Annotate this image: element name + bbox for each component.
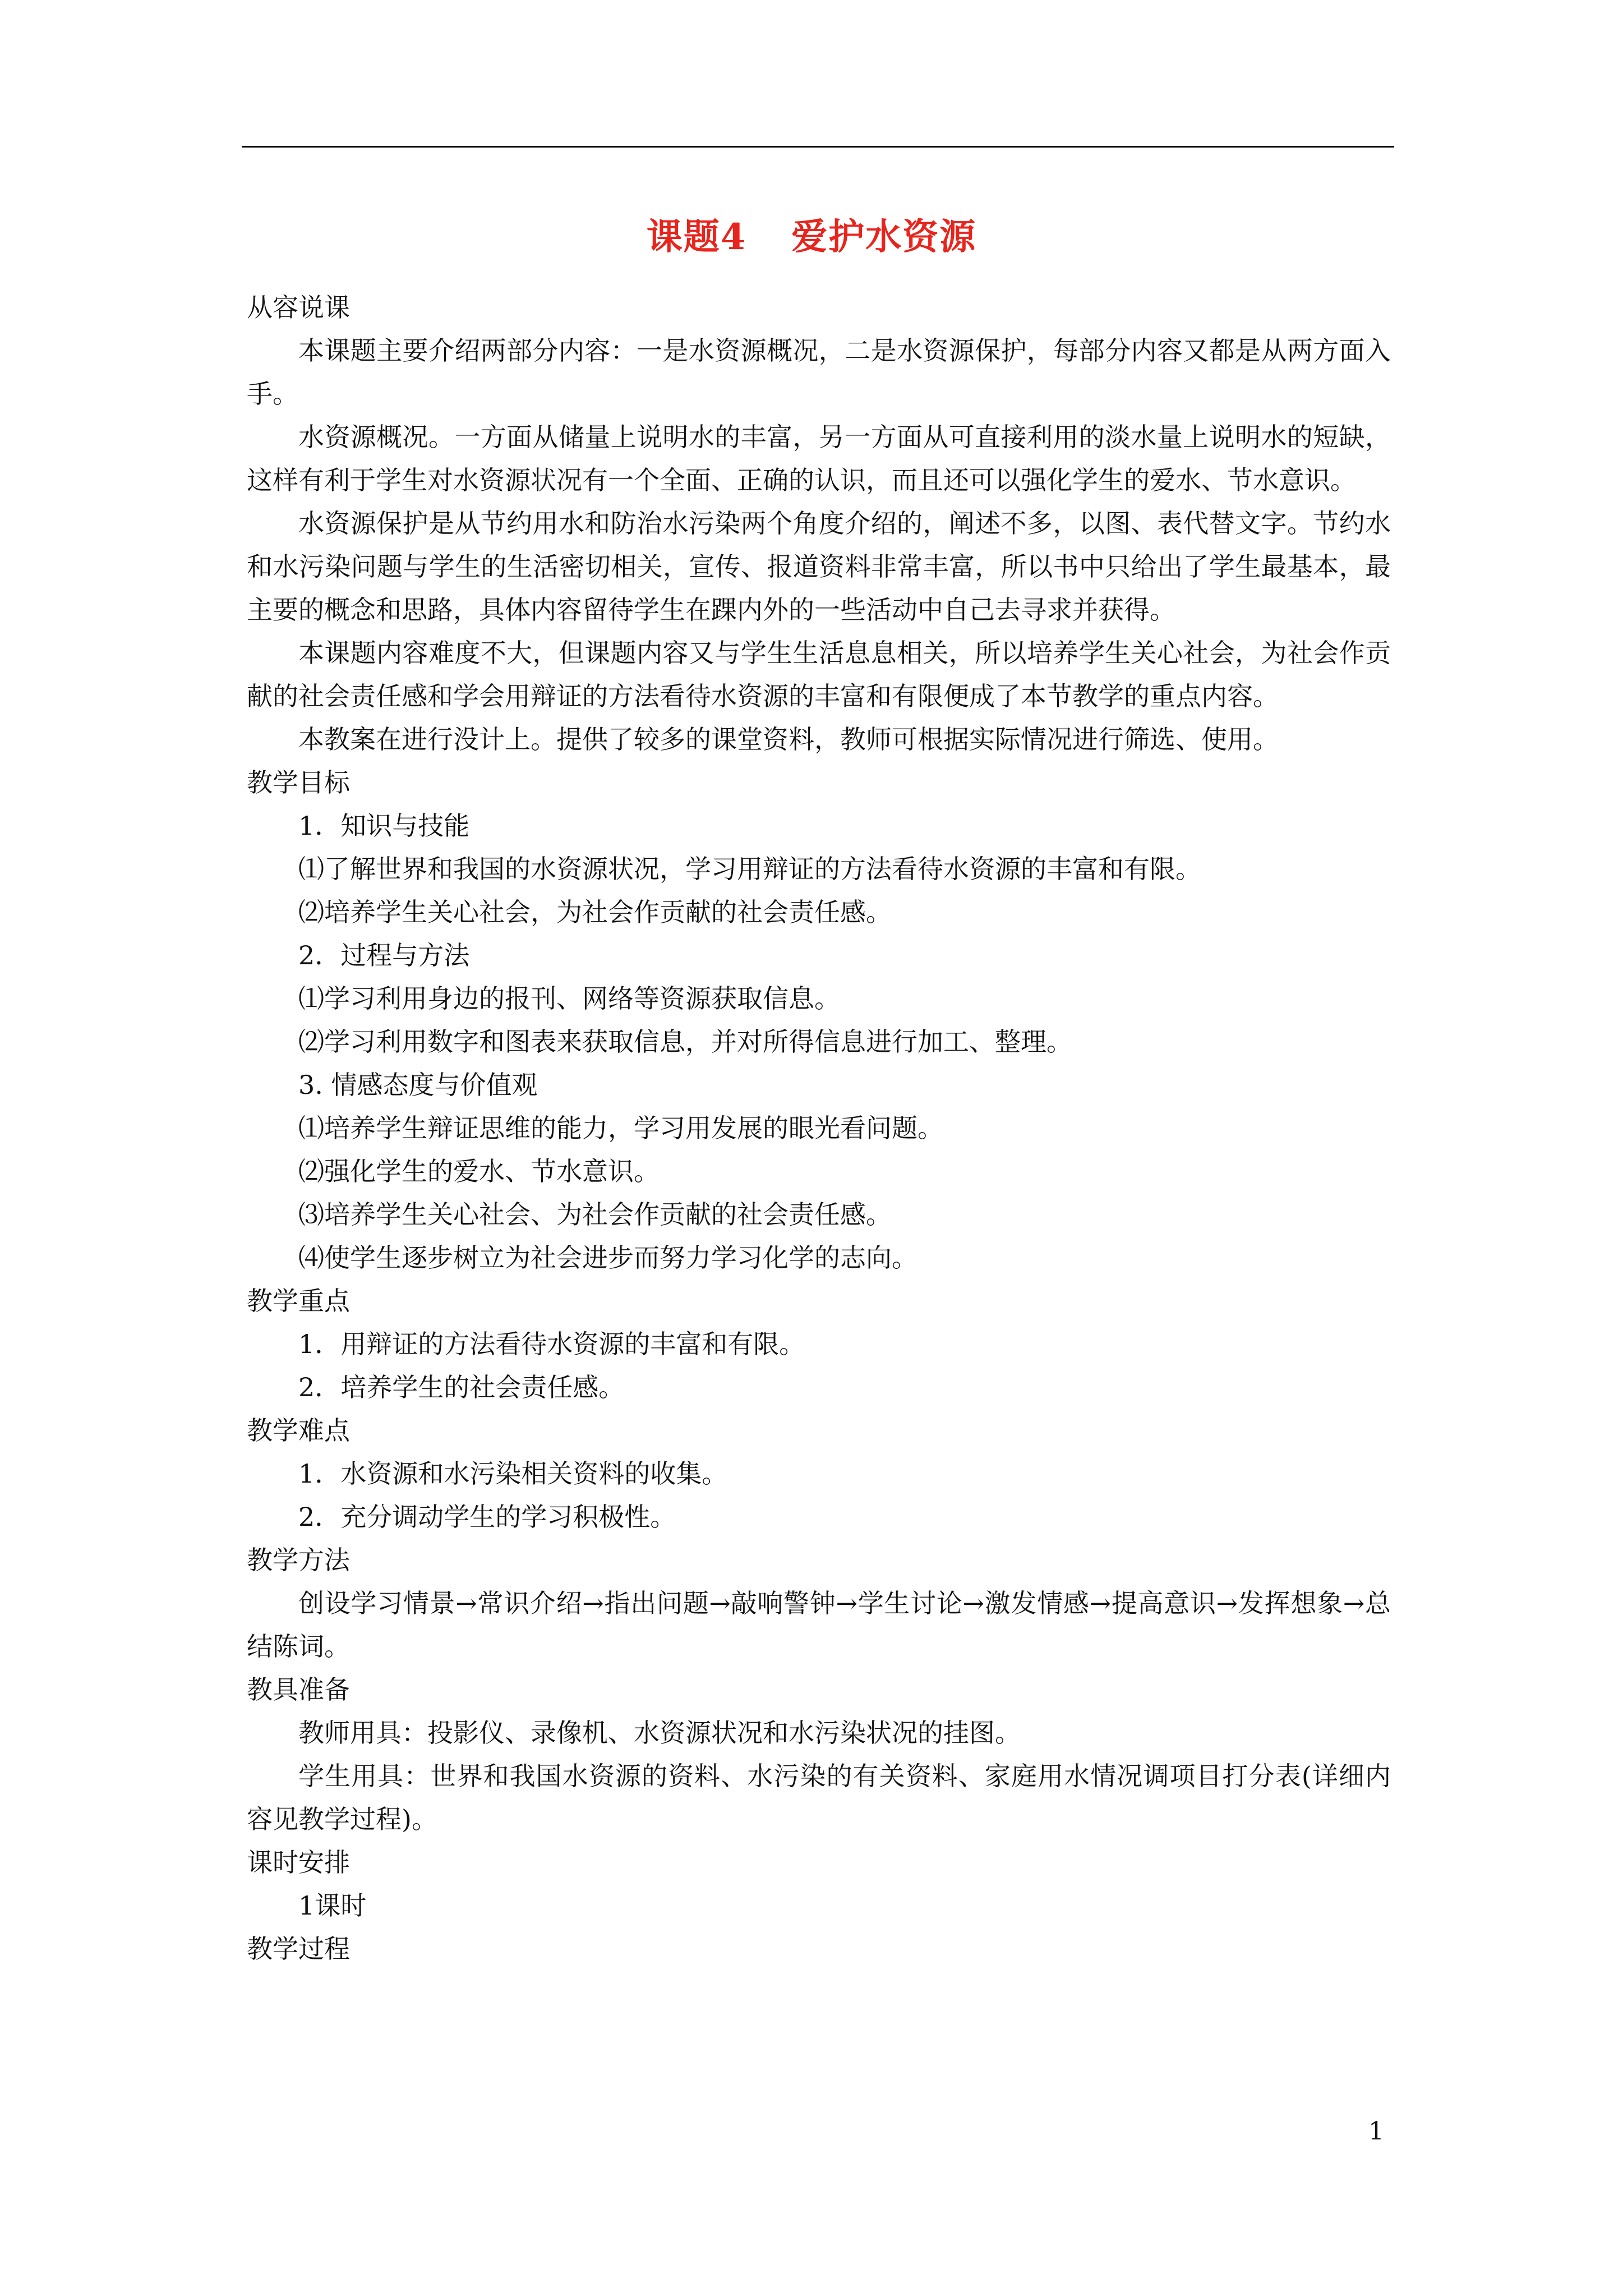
section-heading: 教具准备	[247, 1674, 350, 1705]
list-item: ⑵培养学生关心社会，为社会作贡献的社会责任感。	[298, 897, 892, 927]
section-heading: 教学重点	[247, 1286, 350, 1316]
paragraph: 学生用具：世界和我国水资源的资料、水污染的有关资料、家庭用水情况调项目打分表(详细内容见教学过程)。	[247, 1761, 1391, 1834]
list-item: ⑵强化学生的爱水、节水意识。	[298, 1156, 660, 1186]
list-item: 1．水资源和水污染相关资料的收集。	[298, 1458, 728, 1489]
list-item: 3. 情感态度与价值观	[298, 1070, 538, 1100]
page-number: 1	[1368, 2117, 1384, 2146]
list-item: ⑷使学生逐步树立为社会进步而努力学习化学的志向。	[298, 1243, 917, 1273]
paragraph: 水资源保护是从节约用水和防治水污染两个角度介绍的，阐述不多，以图、表代替文字。节约水和水污染问题与学生的生活密切相关，宣传、报道资料非常丰富，所以书中只给出了学生最基本，最主要的概念和思路，具体内容留待学生在踝内外的一些活动中自己去寻求并获得。	[247, 508, 1391, 625]
section-heading: 教学难点	[247, 1415, 350, 1446]
section-heading: 教学方法	[247, 1545, 350, 1575]
list-item: ⑴学习利用身边的报刊、网络等资源获取信息。	[298, 983, 840, 1014]
list-item: ⑴培养学生辩证思维的能力，学习用发展的眼光看问题。	[298, 1113, 943, 1143]
document-body	[247, 286, 1391, 1971]
list-item: 1．知识与技能	[298, 811, 470, 841]
paragraph: 水资源概况。一方面从储量上说明水的丰富，另一方面从可直接利用的淡水量上说明水的短缺，这样有利于学生对水资源状况有一个全面、正确的认识，而且还可以强化学生的爱水、节水意识。	[247, 422, 1391, 495]
paragraph: 本课题主要介绍两部分内容：一是水资源概况，二是水资源保护，每部分内容又都是从两方面入手。	[247, 335, 1391, 409]
list-item: ⑴了解世界和我国的水资源状况，学习用辩证的方法看待水资源的丰富和有限。	[298, 854, 1201, 884]
list-item: ⑵学习利用数字和图表来获取信息，并对所得信息进行加工、整理。	[298, 1027, 1072, 1057]
title-text: 爱护水资源	[791, 216, 977, 258]
page-title	[0, 212, 1623, 263]
paragraph: 本课题内容难度不大，但课题内容又与学生生活息息相关，所以培养学生关心社会，为社会作贡献的社会责任感和学会用辩证的方法看待水资源的丰富和有限便成了本节教学的重点内容。	[247, 638, 1391, 711]
paragraph: 创设学习情景→常识介绍→指出问题→敲响警钟→学生讨论→激发情感→提高意识→发挥想象→总结陈词。	[247, 1588, 1391, 1662]
list-item: 2．充分调动学生的学习积极性。	[298, 1502, 676, 1532]
list-item: 2．培养学生的社会责任感。	[298, 1372, 625, 1402]
list-item: 1．用辩证的方法看待水资源的丰富和有限。	[298, 1329, 805, 1359]
paragraph: 本教案在进行没计上。提供了较多的课堂资料，教师可根据实际情况进行筛选、使用。	[298, 724, 1279, 754]
list-item: 2．过程与方法	[298, 940, 470, 970]
paragraph: 教师用具：投影仪、录像机、水资源状况和水污染状况的挂图。	[298, 1718, 1021, 1748]
section-heading: 教学过程	[247, 1934, 350, 1964]
title-label: 课题4	[646, 216, 747, 258]
header-rule	[242, 146, 1394, 148]
section-heading: 教学目标	[247, 767, 350, 798]
section-heading: 课时安排	[247, 1847, 350, 1878]
section-heading: 从容说课	[247, 292, 350, 323]
list-item: ⑶培养学生关心社会、为社会作贡献的社会责任感。	[298, 1199, 892, 1230]
list-item: 1课时	[298, 1890, 367, 1921]
